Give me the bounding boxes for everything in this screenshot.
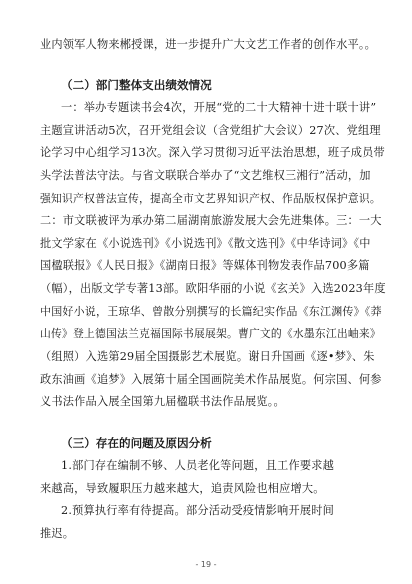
paragraph-line: 义书法作品入展全国第九届楹联书法作品展览。。 (40, 395, 285, 408)
paragraph-line: 国楹联报》《人民日报》《湖南日报》等媒体刊物发表作品700多篇 (40, 259, 370, 272)
paragraph-line: 批文学家在《小说选刊》《小说选刊》《散文选刊》《中华诗词》《中 (40, 237, 371, 250)
paragraph-line: 来越高，导致履职压力越来越大，追责风险也相应增大。 (40, 482, 325, 495)
paragraph-line: 主题宣讲活动5次，召开党组会议（含党组扩大会议）27次、党组理 (40, 124, 381, 137)
paragraph-line: （组照）入选第29届全国摄影艺术展览。谢日升国画《逐•梦》、朱 (40, 350, 375, 363)
paragraph-line: 业内领军人物来郴授课，进一步提升广大文艺工作者的创作水平。。 (40, 38, 377, 51)
paragraph-line: 中国好小说，王琼华、曾散分别撰写的长篇纪实作品《东江渊传》《莽 (40, 305, 382, 318)
paragraph-line: 论学习中心组学习13次。深入学习贯彻习近平法治思想，班子成员带 (40, 146, 385, 159)
paragraph-line: 二：市文联被评为承办第二届湖南旅游发展大会先进集体。三：一大 (40, 214, 382, 227)
section-heading-performance: （二）部门整体支出绩效情况 (61, 78, 212, 92)
paragraph-line: 推迟。 (40, 527, 75, 540)
paragraph-line: 一：举办专题读书会4次，开展“党的二十大精神十进十联十讲” (61, 101, 377, 114)
paragraph-line: 山传》登上德国法兰克福国际书展展架。曹广文的《水墨东江出岫来》 (40, 327, 381, 340)
section-heading-problems: （三）存在的问题及原因分析 (61, 436, 212, 450)
paragraph-line: 政东油画《追梦》入展第十届全国画院美术作品展览。何宗国、何参 (40, 373, 382, 386)
paragraph-line: 1.部门存在编制不够、人员老化等问题，且工作要求越 (61, 459, 334, 472)
paragraph-line: （幅），出版文学专著13部。欧阳华丽的小说《玄关》入选2023年度 (40, 282, 386, 295)
page-number: - 19 - (195, 560, 217, 569)
paragraph-line: 头学法普法守法。与省文联联合举办了“文艺维权三湘行”活动，加 (40, 169, 371, 182)
paragraph-line: 强知识产权普法宣传，提高全市文艺界知识产权、作品版权保护意识。 (40, 192, 381, 205)
paragraph-line: 2.预算执行率有待提高。部分活动受疫情影响开展时间 (61, 504, 334, 517)
